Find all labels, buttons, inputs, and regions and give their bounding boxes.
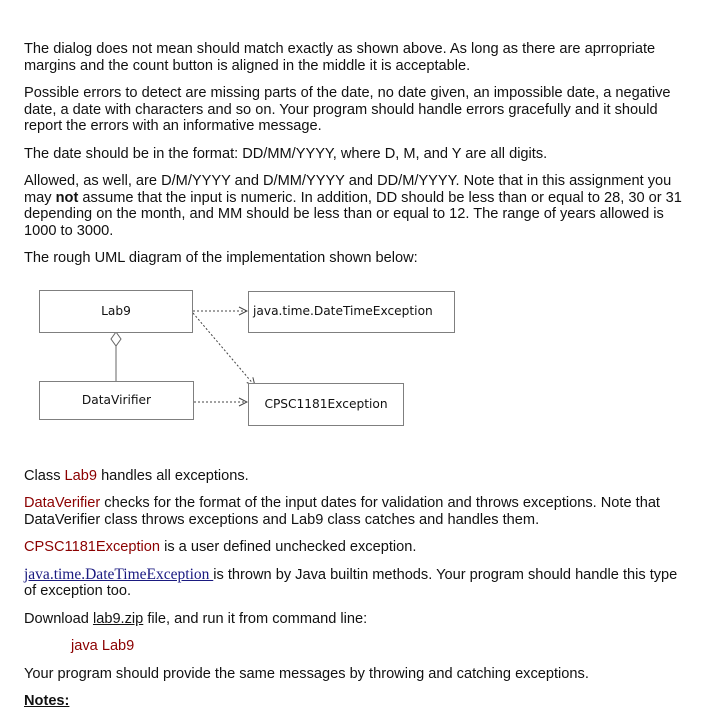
cpsc-class-name: CPSC1181Exception [24, 539, 161, 555]
download-post: file, and run it from command line: [143, 610, 368, 627]
allowed-part1: Allowed, as well, are D/M/YYYY and D/MM/YYYY and DD/M/YYYY. Note that in this assignment you may [24, 173, 672, 206]
datetime-exception-box [248, 291, 455, 333]
lab9-box [39, 290, 193, 333]
data-verifier-box [39, 381, 194, 420]
dialog-note: The dialog does not mean should match exactly as shown above. As long as there are aprropriate margins and the count button is aligned in the middle it is acceptable. [24, 41, 656, 74]
format-note: The date should be in the format: DD/MM/YYYY, where D, M, and Y are all digits. [24, 145, 548, 162]
lab9-desc [24, 468, 692, 485]
allowed-note [24, 173, 692, 239]
errors-note: Possible errors to detect are missing parts of the date, no date given, an impossible date, a negative date, a date with characters and so on. Your program should handle errors gracefully and it should report the errors with an informative message. [24, 85, 671, 134]
uml-diagram [24, 287, 484, 447]
data-verifier-label: DataVirifier [81, 392, 152, 407]
lab9-desc-pre: Class [24, 467, 65, 484]
lab9-to-cpsc-arrow [193, 313, 255, 386]
lab9-class-name: Lab9 [64, 467, 98, 484]
datetime-exception-link[interactable]: java.time.DateTimeException [24, 565, 214, 583]
lab9-label: Lab9 [101, 303, 131, 318]
cpsc-desc [24, 539, 692, 556]
cpsc-desc-post: is a user defined unchecked exception. [160, 539, 417, 555]
datetime-desc-post: is thrown by Java builtin methods. Your program should handle this type of exception too. [24, 566, 678, 599]
uml-intro: The rough UML diagram of the implementation shown below: [24, 250, 418, 266]
run-command: java Lab9 [71, 638, 135, 654]
cpsc-exception-box [248, 383, 404, 426]
cpsc-exception-label: CPSC1181Exception [264, 396, 388, 411]
download-line [24, 611, 692, 628]
verifier-desc-post: checks for the format of the input dates for validation and throws exceptions. Note that DataVerifier class throws exceptions and Lab9 class catches and handles them. [24, 495, 660, 528]
download-pre: Download [24, 610, 93, 627]
aggregation-diamond [111, 332, 121, 346]
datetime-desc [24, 567, 692, 600]
messages-note: Your program should provide the same messages by throwing and catching exceptions. [24, 665, 589, 682]
verifier-desc [24, 495, 692, 528]
lab9-zip-link[interactable]: lab9.zip [92, 610, 144, 627]
lab9-desc-post: handles all exceptions. [97, 467, 249, 484]
allowed-part2: assume that the input is numeric. In addition, DD should be less than or equal to 28, 30 or 31 depending on the month, and MM should be less than or equal to 12. The range of years allowed is 1000 to 3000. [24, 189, 682, 239]
verifier-class-name: DataVerifier [24, 495, 101, 511]
datetime-exception-label: java.time.DateTimeException [253, 304, 433, 319]
document-body [24, 41, 692, 710]
allowed-bold: not [55, 189, 79, 206]
notes-heading: Notes: [24, 693, 70, 709]
